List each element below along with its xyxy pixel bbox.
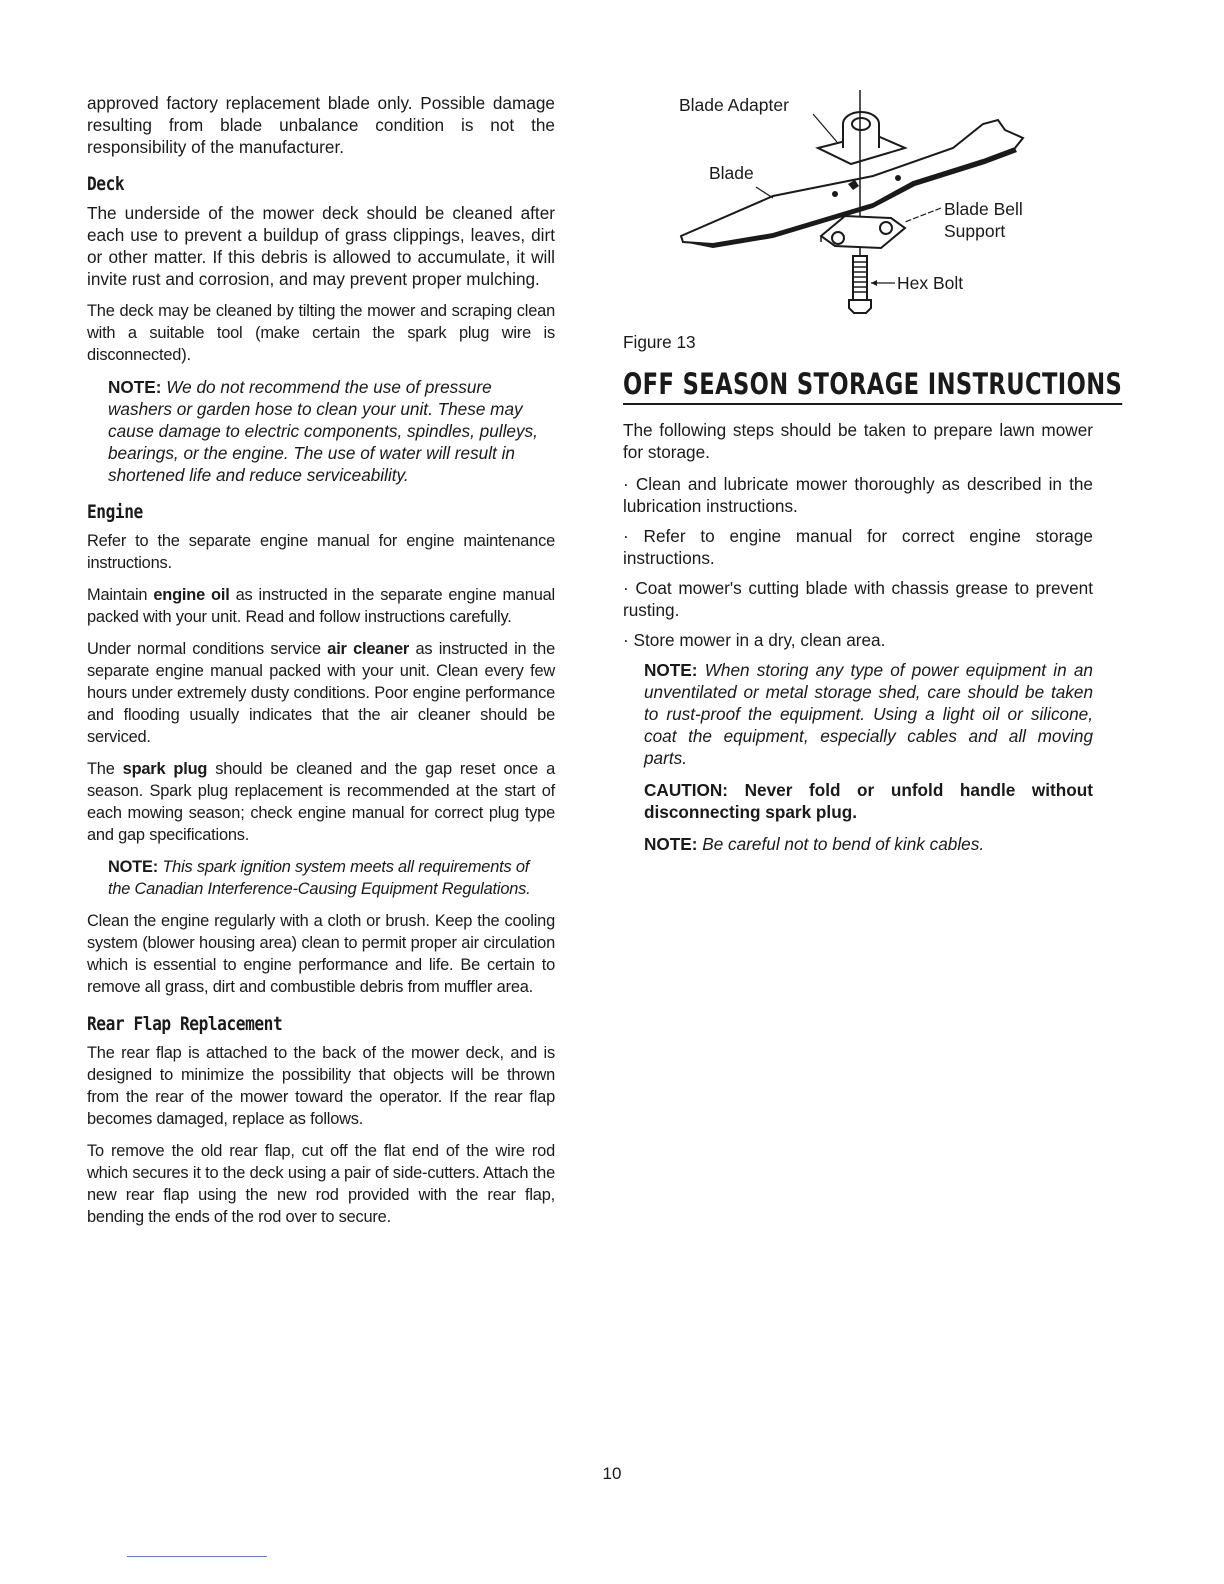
list-item xyxy=(623,577,1093,621)
air-cleaner-bold: air cleaner xyxy=(327,640,410,658)
engine-oil-bold: engine oil xyxy=(153,586,230,604)
storage-note-1-text: When storing any type of power equipment in an unventilated or metal storage shed, care should be taken to rust-proof the equipment. Using a light oil or silicone, coat the equipment, especially cables and all moving parts. xyxy=(644,660,1093,768)
deck-paragraph-1: The underside of the mower deck should be cleaned after each use to prevent a buildup of grass clippings, leaves, dirt or other matter. If this debris is allowed to accumulate, it will invite rust and corrosion, and may prevent proper mulching. xyxy=(87,203,555,289)
list-item-text: Refer to engine manual for correct engine storage instructions. xyxy=(623,526,1093,568)
engine-paragraph-5: Clean the engine regularly with a cloth or brush. Keep the cooling system (blower housing area) clean to permit proper air circulation which is essential to engine performance and life. Be certain to remove all grass, dirt and combustible debris from muffler area. xyxy=(87,912,555,996)
list-item xyxy=(623,525,1093,569)
page-number: 10 xyxy=(602,1464,622,1483)
engine-paragraph-1: Refer to the separate engine manual for engine maintenance instructions. xyxy=(87,532,555,572)
label-blade-bell-support: Support xyxy=(944,221,1006,241)
label-blade-adapter: Blade Adapter xyxy=(679,95,789,115)
storage-note-1 xyxy=(644,659,1093,769)
bullet-glyph: · xyxy=(623,526,629,546)
rear-flap-paragraph-1: The rear flap is attached to the back of the mower deck, and is designed to minimize the possibility that objects will be thrown from the rear of the mower toward the operator. If the rear flap becomes damaged, replace as follows. xyxy=(87,1044,555,1128)
deck-paragraph-2: The deck may be cleaned by tilting the mower and scraping clean with a suitable tool (make certain the spark plug wire is disconnected). xyxy=(87,302,555,364)
storage-note-2-text: Be careful not to bend of kink cables. xyxy=(702,834,985,854)
list-item xyxy=(623,473,1093,517)
bullet-glyph: · xyxy=(623,474,629,494)
storage-intro: The following steps should be taken to prepare lawn mower for storage. xyxy=(623,420,1093,462)
figure-13 xyxy=(623,86,1093,326)
list-item xyxy=(623,629,1093,651)
engine-p2-text-c: as instructed in the separate engine manual packed with your unit. Read and follow instructions carefully. xyxy=(87,586,555,626)
deck-heading: Deck xyxy=(87,173,125,195)
engine-note xyxy=(108,856,555,900)
engine-p2-text-a: Maintain xyxy=(87,586,154,604)
label-blade: Blade xyxy=(709,163,754,183)
bottom-rule xyxy=(127,1556,267,1557)
engine-note-label: NOTE: xyxy=(108,858,158,876)
intro-paragraph: approved factory replacement blade only. Possible damage resulting from blade unbalance condition is not the responsibility of the manufacturer. xyxy=(87,93,555,157)
label-hex-bolt: Hex Bolt xyxy=(897,273,964,293)
caution-text: CAUTION: Never fold or unfold handle without disconnecting spark plug. xyxy=(644,780,1093,822)
label-blade-bell: Blade Bell xyxy=(944,199,1023,219)
engine-p4-text-c: should be cleaned and the gap reset once a season. Spark plug replacement is recommended at the start of each mowing season; check engine manual for correct plug type and gap specifications. xyxy=(87,760,555,844)
storage-note-2-label: NOTE: xyxy=(644,834,698,854)
engine-heading: Engine xyxy=(87,501,143,523)
engine-paragraph-4 xyxy=(87,758,555,846)
bell-hole-1 xyxy=(832,232,844,244)
deck-note-text: We do not recommend the use of pressure washers or garden hose to clean your unit. These may cause damage to electric components, spindles, pulleys, bearings, or the engine. The use of water will result in shortened life and reduce serviceability. xyxy=(108,377,538,485)
right-column xyxy=(623,86,1123,865)
bolt-head xyxy=(849,300,871,313)
rear-flap-heading: Rear Flap Replacement xyxy=(87,1013,283,1035)
engine-p3-text-c: as instructed in the separate engine manual packed with your unit. Clean every few hours under extremely dusty conditions. Poor engine performance and flooding usually indicates that the air cleaner should be serviced. xyxy=(87,640,556,746)
bullet-glyph: · xyxy=(623,578,629,598)
leader-blade xyxy=(756,187,773,198)
spark-plug-bold: spark plug xyxy=(122,760,208,778)
adapter-hole xyxy=(852,118,870,130)
storage-steps-list xyxy=(623,473,1093,651)
bolt-threads xyxy=(853,262,867,292)
engine-paragraph-3 xyxy=(87,638,555,748)
blade-hole-2 xyxy=(895,175,901,181)
storage-heading: OFF SEASON STORAGE INSTRUCTIONS xyxy=(623,367,1122,405)
leader-bolt-arrow xyxy=(871,280,877,286)
storage-note-2 xyxy=(644,833,1093,855)
storage-note-1-label: NOTE: xyxy=(644,660,698,680)
blade-hole-1 xyxy=(832,191,838,197)
figure-caption: Figure 13 xyxy=(623,332,696,352)
bullet-glyph: · xyxy=(623,630,629,650)
engine-note-text: This spark ignition system meets all requirements of the Canadian Interference-Causing Equipment Regulations. xyxy=(108,858,531,898)
bell-hole-2 xyxy=(880,222,892,234)
rear-flap-paragraph-2: To remove the old rear flap, cut off the flat end of the wire rod which secures it to the deck using a pair of side-cutters. Attach the new rear flap using the new rod provided with the rear flap, bending the ends of the rod over to secure. xyxy=(87,1142,555,1226)
leader-adapter xyxy=(813,114,837,142)
engine-paragraph-2 xyxy=(87,584,555,628)
leader-bell xyxy=(905,208,941,222)
deck-note xyxy=(108,376,555,486)
engine-p3-text-a: Under normal conditions service xyxy=(87,640,328,658)
list-item-text: Clean and lubricate mower thoroughly as described in the lubrication instructions. xyxy=(623,474,1093,516)
engine-p4-text-a: The xyxy=(87,760,123,778)
list-item-text: Store mower in a dry, clean area. xyxy=(633,630,886,650)
deck-note-label: NOTE: xyxy=(108,377,162,397)
list-item-text: Coat mower's cutting blade with chassis grease to prevent rusting. xyxy=(623,578,1093,620)
left-column xyxy=(87,92,555,1238)
